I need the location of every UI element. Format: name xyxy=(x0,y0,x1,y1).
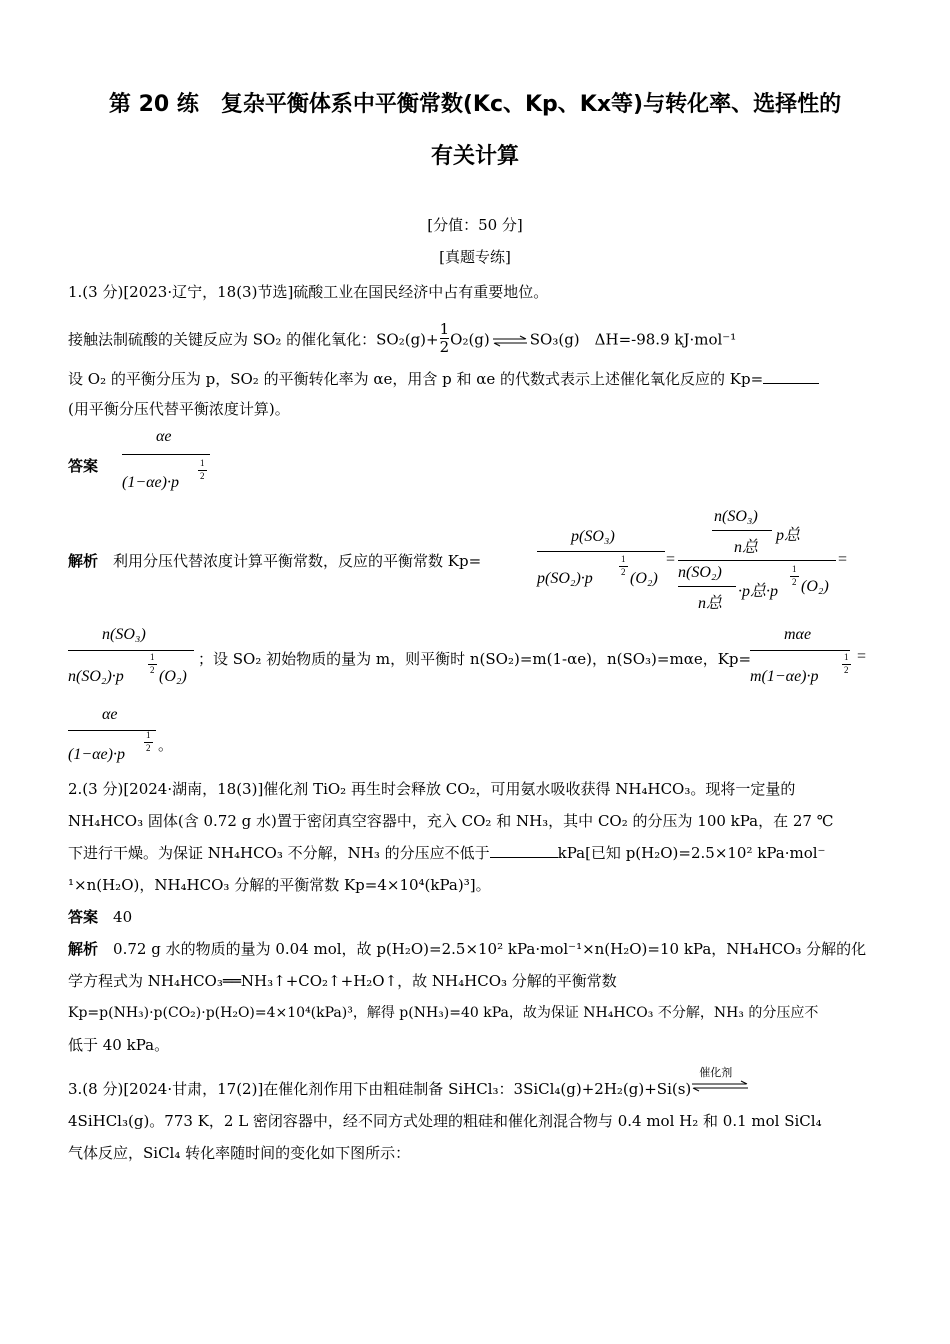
kp1-exp-num: 1 xyxy=(621,554,626,564)
score-label: [分值：50 分] xyxy=(427,216,523,234)
q2-answer-value: 40 xyxy=(113,908,133,926)
q1-ans-bar xyxy=(122,454,210,455)
kp3-den: n(SO₂)·p xyxy=(68,668,124,685)
kp4-exp-num: 1 xyxy=(844,652,849,662)
kp3-exp-den: 2 xyxy=(150,665,155,675)
q1-answer-label: 答案 xyxy=(68,457,99,475)
kp1-bar xyxy=(537,551,665,552)
q1-answer-blank[interactable] xyxy=(763,369,819,384)
q2-analysis-text1: 0.72 g 水的物质的量为 0.04 mol，故 p(H₂O)=2.5×10² kPa·mol⁻¹×n(H₂O)=10 kPa，NH₄HCO₃ 分解的化 xyxy=(113,940,867,958)
q1-period: 。 xyxy=(158,738,174,754)
q1-analysis-line2: ；设 SO₂ 初始物质的量为 m，则平衡时 n(SO₂)=m(1-αe)，n(SO₃)=mαe，Kp= xyxy=(198,650,752,668)
q2-answer-label: 答案 xyxy=(68,908,99,926)
q1-ans-den: (1−αe)·p xyxy=(122,474,179,491)
q3-line2: 4SiHCl₃(g)。773 K，2 L 密闭容器中，经不同方式处理的粗硅和催化剂混合物与 0.4 mol H₂ 和 0.1 mol SiCl₄ xyxy=(68,1112,822,1130)
q3-catalyst-arrow xyxy=(691,1066,749,1100)
kp2-den-ntotal: n总 xyxy=(698,595,723,612)
q2-analysis-line4: 低于 40 kPa。 xyxy=(68,1036,170,1054)
q2-analysis-line3: Kp=p(NH₃)·p(CO₂)·p(H₂O)=4×10⁴(kPa)³，解得 p(NH₃)=40 kPa，故为保证 NH₄HCO₃ 不分解，NH₃ 的分压应不 xyxy=(68,1005,819,1021)
kp2-num-ptotal: p总 xyxy=(776,527,801,544)
kp-fraction-4 xyxy=(750,624,860,694)
q1-frac-num: 1 xyxy=(439,320,450,338)
equilibrium-arrow-icon xyxy=(492,335,528,347)
kp3-den-o2: (O₂) xyxy=(159,668,187,685)
q3-catalyst-label: 催化剂 xyxy=(699,1066,733,1079)
q2-analysis-line1 xyxy=(68,938,883,960)
q1-ans-exp-num: 1 xyxy=(200,458,205,468)
q3-line3: 气体反应，SiCl₄ 转化率随时间的变化如下图所示： xyxy=(68,1144,411,1162)
q1-reaction-post: SO₃(g) ΔH=-98.9 kJ·mol⁻¹ xyxy=(529,330,737,349)
q2-analysis-line2: 学方程式为 NH₄HCO₃══NH₃↑+CO₂↑+H₂O↑，故 NH₄HCO₃ 分解的平衡常数 xyxy=(68,972,617,990)
kp3-num: n(SO₃) xyxy=(102,626,146,643)
kp2-den-o2: (O₂) xyxy=(801,578,829,595)
kp4-exp-den: 2 xyxy=(844,665,849,675)
q1-reaction-pre: 接触法制硫酸的关键反应为 SO₂ 的催化氧化：SO₂(g)+ xyxy=(68,330,439,349)
kp5-den: (1−αe)·p xyxy=(68,746,125,763)
kp1-exp-den: 2 xyxy=(621,567,626,577)
q1-ans-num: αe xyxy=(156,428,172,445)
q1-analysis-line1 xyxy=(68,550,548,572)
q1-reaction-mid: O₂(g) xyxy=(450,330,490,349)
q3-line1-text: 3.(8 分)[2024·甘肃，17(2)]在催化剂作用下由粗硅制备 SiHCl₃：3SiCl₄(g)+2H₂(g)+Si(s) xyxy=(68,1080,692,1098)
kp4-bar xyxy=(750,650,850,651)
kp2-main-bar xyxy=(678,560,836,561)
q1-question-line1 xyxy=(68,368,883,390)
kp4-den: m(1−αe)·p xyxy=(750,668,819,685)
kp1-den: p(SO₂)·p xyxy=(537,570,593,587)
q1-question-line2: (用平衡分压代替平衡浓度计算)。 xyxy=(68,400,290,418)
kp1-den-o2: (O₂) xyxy=(630,570,658,587)
q1-head: 1.(3 分)[2023·辽宁，18(3)节选]硫酸工业在国民经济中占有重要地位。 xyxy=(68,283,549,301)
kp-fraction-1 xyxy=(537,524,667,594)
kp2-exp-den: 2 xyxy=(792,577,797,587)
eq-sign-3: = xyxy=(857,648,867,665)
eq-sign-1: = xyxy=(666,551,676,568)
q2-line3a: 下进行干燥。为保证 NH₄HCO₃ 不分解，NH₃ 的分压应不低于 xyxy=(68,844,490,862)
kp3-bar xyxy=(68,650,194,651)
q1-analysis-label: 解析 xyxy=(68,552,99,570)
kp-fraction-2 xyxy=(678,508,838,616)
kp3-exp-num: 1 xyxy=(150,652,155,662)
eq-sign-2: = xyxy=(838,551,848,568)
q3-line1 xyxy=(68,1066,883,1100)
kp5-bar xyxy=(68,730,156,731)
kp2-num-inner-bar xyxy=(712,530,772,531)
q2-answer-blank[interactable] xyxy=(490,843,558,858)
q2-line3b: kPa[已知 p(H₂O)=2.5×10² kPa·mol⁻ xyxy=(557,844,826,862)
q1-frac-den: 2 xyxy=(439,338,450,356)
q2-line3 xyxy=(68,842,883,864)
q2-line2: NH₄HCO₃ 固体(含 0.72 g 水)置于密闭真空容器中，充入 CO₂ 和 NH₃，其中 CO₂ 的分压为 100 kPa，在 27 ℃ xyxy=(68,812,834,830)
kp4-num: mαe xyxy=(784,626,812,643)
section-label: [真题专练] xyxy=(439,248,511,266)
kp2-num-n: n(SO₃) xyxy=(714,508,758,525)
page-title-line2: 有关计算 xyxy=(430,144,519,169)
q2-line4: ¹×n(H₂O)，NH₄HCO₃ 分解的平衡常数 Kp=4×10⁴(kPa)³]。 xyxy=(68,876,491,894)
kp5-exp-den: 2 xyxy=(146,743,151,753)
kp2-num-ntotal: n总 xyxy=(734,539,759,556)
kp2-den-n: n(SO₂) xyxy=(678,564,722,581)
kp2-den-ptotal: ·p总·p xyxy=(738,583,779,600)
q2-answer xyxy=(68,906,883,928)
q1-half-fraction xyxy=(440,321,450,356)
kp5-exp-num: 1 xyxy=(146,730,151,740)
kp1-num: p(SO₃) xyxy=(571,528,615,545)
kp5-num: αe xyxy=(102,706,118,723)
q1-ans-exp-den: 2 xyxy=(200,471,205,481)
kp2-den-inner-bar xyxy=(678,586,736,587)
q1-question-text: 设 O₂ 的平衡分压为 p，SO₂ 的平衡转化率为 αe，用含 p 和 αe 的代数式表示上述催化氧化反应的 Kp= xyxy=(68,370,764,388)
q2-analysis-label: 解析 xyxy=(68,940,99,958)
kp2-exp-num: 1 xyxy=(792,564,797,574)
kp-fraction-3 xyxy=(68,626,198,696)
q2-line1: 2.(3 分)[2024·湖南，18(3)]催化剂 TiO₂ 再生时会释放 CO₂，可用氨水吸收获得 NH₄HCO₃。现将一定量的 xyxy=(68,780,796,798)
page-title: 第 20 练 复杂平衡体系中平衡常数(Kc、Kp、Kx等)与转化率、选择性的 xyxy=(108,92,842,117)
equilibrium-arrow-icon xyxy=(691,1080,749,1092)
q1-answer-formula xyxy=(122,428,222,498)
q1-analysis-text1: 利用分压代替浓度计算平衡常数，反应的平衡常数 Kp= xyxy=(113,552,482,570)
q1-reaction xyxy=(68,320,883,358)
